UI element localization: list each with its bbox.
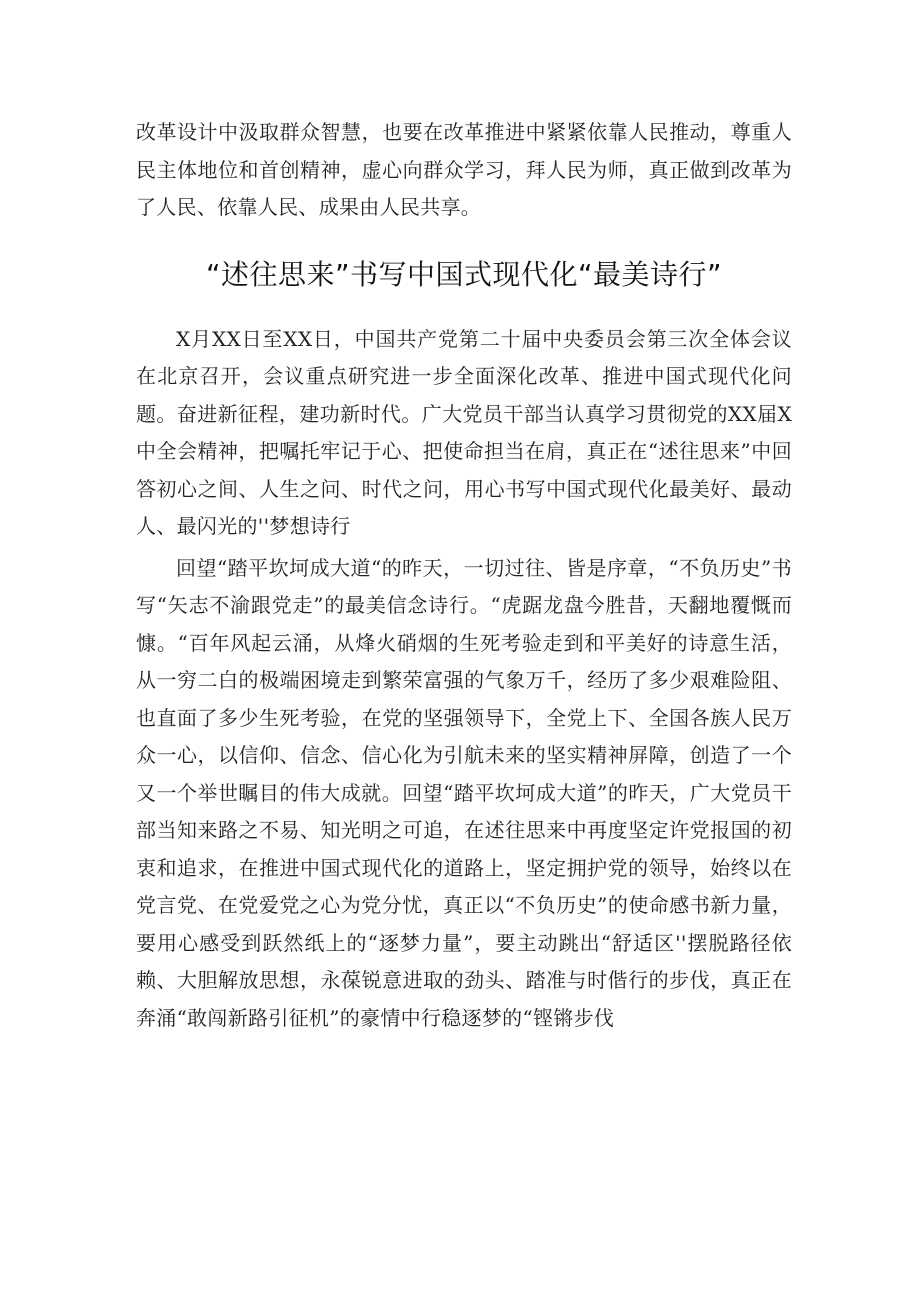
paragraph-1: 改革设计中汲取群众智慧，也要在改革推进中紧紧依靠人民推动，尊重人民主体地位和首创精神，虚心向群众学习，拜人民为师，真正做到改革为了人民、依靠人民、成果由人民共享。 (136, 120, 792, 219)
paragraph-3: 回望“踏平坎坷成大道“的昨天，一切过往、皆是序章，“不负历史”书写“矢志不渝跟党走”的最美信念诗行。“虎踞龙盘今胜昔，天翻地覆慨而慷。“百年风起云涌，从烽火硝烟的生死考验走到和平美好的诗意生活，从一穷二白的极端困境走到繁荣富强的气象万千，经历了多少艰难险阻、也直面了多少生死考验，在党的坚强领导下，全党上下、全国各族人民万众一心，以信仰、信念、信心化为引航未来的坚实精神屏障，创造了一个又一个举世瞩目的伟大成就。回望“踏平坎坷成大道”的昨天，广大党员干部当知来路之不易、知光明之可追，在述往思来中再度坚定许党报国的初衷和追求，在推进中国式现代化的道路上，坚定拥护党的领导，始终以在党言党、在党爱党之心为党分忧，真正以“不负历史”的使命感书新力量，要用心感受到跃然纸上的“逐梦力量”，要主动跳出“舒适区''摆脱路径依赖、大胆解放思想，永葆锐意进取的劲头、踏准与时偕行的步伐，真正在奔涌“敢闯新路引征机”的豪情中行稳逐梦的“铿锵步伐 (136, 555, 792, 1030)
section-heading: “述往思来”书写中国式现代化“最美诗行” (205, 257, 723, 291)
paragraph-2: X月XX日至XX日，中国共产党第二十届中央委员会第三次全体会议在北京召开，会议重点研究进一步全面深化改革、推进中国式现代化问题。奋进新征程，建功新时代。广大党员干部当认真学习贯彻党的XX届X中全会精神，把嘱托牢记于心、把使命担当在肩，真正在“述往思来”中回答初心之间、人生之问、时代之问，用心书写中国式现代化最美好、最动人、最闪光的''梦想诗行 (136, 326, 792, 538)
document-body (136, 114, 792, 1037)
